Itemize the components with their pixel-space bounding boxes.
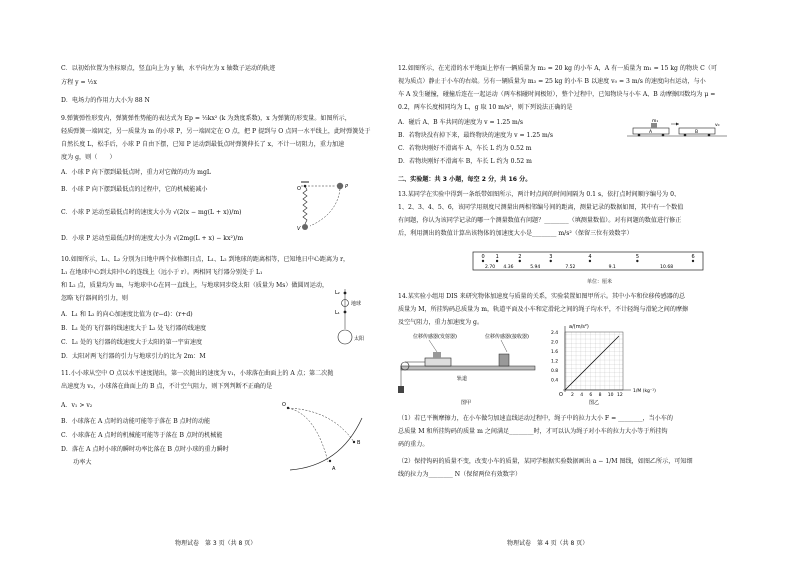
q13-line-3: 有问题，你认为该同学记录的哪一个测量数值有问题？________（填测量数值）。对有问题的数值进行修正: [398, 217, 682, 224]
graph-ytick: 0.4: [551, 378, 559, 384]
sender-label: 位移传感器(发射器): [413, 334, 457, 340]
q12-option-a: A．碰后 A、B 车共同的速度为 v = 1.25 m/s: [398, 119, 524, 126]
q12-line-4: 0.2，两车长度相同均为 L，g 取 10 m/s²，则下列说法正确的是: [398, 104, 573, 111]
page-4-footer: 物理试卷 第 4 页（共 8 页）: [507, 540, 589, 547]
receiver-label: 位移传感器(接收器): [485, 334, 529, 340]
q12-option-b: B．若物块没有掉下来，最终物块的速度为 v = 1.25 m/s: [398, 132, 553, 139]
q9-option-a: A．小球 P 向下摆到最低点时，重力对它做的功为 mgL: [61, 169, 211, 176]
q10-option-b: B．L₁ 处的飞行器的线速度大于 L₂ 处飞行器的线速度: [61, 325, 207, 332]
tape-point-number: 4: [588, 254, 592, 260]
q14-part-1c: 码的重力。: [398, 441, 429, 448]
q9-option-c: C．小球 P 运动至最低点时的速度大小为 √(2(x − mg(L + x))/m): [61, 209, 242, 216]
q9-line-4: 度为 g，则（ ）: [61, 154, 116, 161]
q9-option-d: D．小球 P 运动至最低点时的速度大小为 √(2mg(L + x) − kx²)/m: [61, 235, 244, 242]
graph-ytick: 1.2: [551, 359, 559, 365]
option-d-line: D．电场力的作用力大小为 88 N: [61, 97, 150, 104]
q10-line-3: 和 L₂ 点，质量均为 m，与地球中心在同一直线上，与地球同步绕太阳（质量为 Ms）做圆周运动，: [61, 282, 329, 289]
graph-ytick: 2.0: [551, 340, 559, 346]
graph-ytick: 2.4: [551, 331, 559, 336]
q9-line-1: 9.弹簧弹性形变内，弹簧弹性势能的表达式为 Ep = ½kx² (k 为劲度系数)，x 为弹簧的形变量。如图所示，: [61, 115, 351, 122]
tape-point-number: 5: [635, 254, 640, 260]
q11-label-b: B: [357, 440, 361, 446]
graph-xtick: 2: [571, 393, 574, 398]
tape-point: [519, 260, 521, 262]
tape-point: [692, 260, 694, 262]
tape-point: [550, 260, 552, 262]
section-experiment-title: 二、实验题：共 3 小题，每空 2 分，共 16 分。: [398, 176, 532, 183]
q10-label-sun: 太阳: [354, 336, 365, 342]
q11-label-a: A: [332, 466, 336, 472]
q10-option-a: A．L₁ 和 L₂ 的向心加速度比值为 (r−d)：(r+d): [61, 311, 193, 318]
tape-distance-label: 7.52: [565, 265, 576, 270]
q12-label-m1: m₁: [652, 119, 659, 124]
q12-label-b: B: [695, 130, 699, 135]
tape-point-number: 3: [549, 254, 553, 260]
graph-xtick: 12: [617, 393, 623, 398]
graph-ylabel: a/(m/s²): [569, 324, 589, 330]
option-c-equation: 方程 y = ½x: [61, 79, 97, 86]
q9-line-2: 轻质弹簧一端固定，另一质量为 m 的小球 P，另一端固定在 O 点，把 P 提到与 O 点同一水平线上，此时弹簧处于: [61, 128, 371, 135]
q14-line-1: 14.某实验小组用 DIS 来研究物体加速度与质量的关系，实验装置如图甲所示。其中小车和位移传感器的总: [398, 293, 686, 300]
q14-part-2a: （2）保持钩码的质量不变，改变小车的质量，某同学根据实验数据画出 a − 1/M 图线，如图乙所示，可知细: [398, 458, 693, 465]
tape-distance-label: 5.94: [530, 265, 541, 270]
page-4: [397, 0, 794, 561]
graph-origin: O: [559, 392, 563, 398]
graph-xtick: 6: [589, 393, 593, 398]
q14-graph: [547, 322, 667, 406]
q14-part-2b: 线的拉力为________ N（保留两位有效数字）: [398, 471, 522, 478]
q14-part-1a: （1）若已平衡摩擦力，在小车做匀加速直线运动过程中，绳子中的拉力大小 F = ________，当小车的: [398, 415, 673, 422]
graph-xtick: 4: [580, 393, 584, 398]
q11-projectile-diagram: [280, 400, 370, 472]
q12-label-v0: v₀: [715, 123, 720, 128]
q11-label-o: O: [282, 402, 286, 408]
q9-option-b: B．小球 P 向下摆到最低点的过程中，它的机械能减小: [61, 186, 208, 193]
q10-lagrange-diagram: [330, 285, 375, 345]
q11-option-b: B．小球落在 A 点时的动能可能等于落在 B 点时的动能: [61, 418, 211, 425]
q12-line-2: 视为质点）静止于小车的右端。另有一辆质量为 m₃ = 25 kg 的小车 B 以速度 v₀ = 3 m/s 的速度向右运动，与小: [398, 78, 706, 85]
tape-point-number: 1: [495, 254, 499, 260]
q12-line-3: 车 A 发生碰撞，碰撞后连在一起运动（两车相碰时间极短），整个过程中，已知物块与小车 A、B 动摩擦因数均为 μ =: [398, 91, 716, 98]
tape-point-number: 0: [481, 254, 485, 260]
page-3-footer: 物理试卷 第 3 页（共 8 页）: [175, 540, 257, 547]
tape-point-number: 6: [691, 254, 695, 260]
tape-point: [589, 260, 591, 262]
q10-label-l1: L₁: [335, 310, 340, 316]
q10-option-d: D．太阳对两飞行器的引力与地球引力的比为 2m：M: [61, 353, 206, 360]
q12-option-d: D．若物块刚好不滑离车 B，车长 L 约为 0.52 m: [398, 158, 532, 165]
q10-line-2: L₁ 在地球中心到太阳中心的连线上（远小于 r）。两相同飞行器分别处于 L₁: [61, 269, 263, 276]
fig-yi-label: 图乙: [589, 400, 600, 406]
tape-distance-label: 10.68: [660, 265, 674, 270]
q11-option-a: A．v₁ > v₂: [61, 402, 93, 409]
tape-point: [496, 260, 498, 262]
q12-carts-diagram: [627, 118, 727, 140]
q11-line-2: 出速度为 v₂，小球落在曲面上的 B 点，不计空气阻力，则下列判断不正确的是: [61, 383, 273, 390]
q10-line-1: 10.如图所示，L₁、L₂ 分别为日地中两个拉格朗日点，L₁、L₂ 到地球的距离相等，已知地日中心距离为 r，: [61, 256, 350, 263]
q14-line-2: 质量为 M，所挂钩码总质量为 m，轨道平面及小车和定滑轮之间的绳子均水平，不计轻绳与滑轮之间的摩擦: [398, 306, 689, 313]
q11-option-c: C．小球落在 A 点时的机械能可能等于落在 B 点时的机械能: [61, 432, 223, 439]
tape-distance-label: 4.36: [503, 265, 514, 270]
tape-point: [482, 260, 484, 262]
q10-option-c: C．L₁ 处的飞行器的线速度大于太阳的第一宇宙速度: [61, 339, 203, 346]
tape-unit: 单位：厘米: [587, 279, 613, 285]
q13-line-4: 后，利用测出的数值计算出该物体的加速度大小是________ m/s²（保留三位有效数字）: [398, 230, 633, 237]
tape-point-number: 2: [518, 254, 522, 260]
q12-line-1: 12.如图所示，在光滑的水平地面上停有一辆质量为 m₂ = 20 kg 的小车 A，A 有一质量为 m₁ = 15 kg 的物块 C（可: [398, 65, 717, 72]
q12-option-c: C．若物块刚好不滑离车 A，车长 L 约为 0.52 m: [398, 145, 532, 152]
q14-line-3: 及空气阻力，重力加速度为 g。: [398, 319, 484, 326]
q14-part-1b: 总质量 M 和所挂钩码的质量 m 之间满足________时，才可以认为绳子对小车的拉力大小等于所挂钩: [398, 428, 668, 435]
q10-label-earth: 地球: [351, 301, 362, 307]
q13-line-2: 1、2、3、4、5、6，该同学用刻度尺测量出两相邻编号间的距离，测量记录的数据如图，其中有一个数值: [398, 204, 684, 211]
tape-distance-label: 2.70: [485, 265, 496, 270]
q11-option-d: D．落在 A 点时小球的瞬时功率比落在 B 点时小球的重力瞬时: [61, 446, 229, 453]
tape-distance-label: 9.1: [608, 265, 616, 270]
q13-line-1: 13.某同学在实验中得到一条纸带如图所示，两计时点间的时间间隔为 0.1 s，依打点时间顺序编号为 0、: [398, 191, 681, 198]
graph-ytick: 0.8: [551, 369, 559, 374]
q10-line-4: 忽略飞行器间的引力，则: [61, 295, 129, 302]
q10-label-l2: L₂: [335, 290, 340, 296]
q9-line-3: 自然长度 L，松手后，小球 P 自由下摆，已知 P 运动到最低点时弹簧伸长了 x，不计一切阻力，重力加速: [61, 141, 345, 148]
q9-spring-diagram: [295, 178, 365, 236]
graph-xtick: 8: [598, 393, 602, 398]
q9-label-o: O: [297, 186, 301, 192]
graph-ytick: 1.6: [551, 350, 559, 355]
graph-xtick: 10: [607, 393, 614, 398]
q11-line-1: 11.小小球从空中 O 点以水平速度抛出，第一次抛出的速度为 v₁，小球落在曲面上的 A 点；第二次抛: [61, 370, 334, 377]
graph-xlabel: 1/M (kg⁻¹): [633, 389, 656, 394]
tape-point: [636, 260, 638, 262]
q11-option-d-cont: 功率大: [61, 459, 92, 466]
track-label: 轨道: [457, 376, 468, 382]
q14-apparatus: [397, 328, 542, 408]
fig-jia-label: 图甲: [461, 400, 472, 406]
option-c-line: C．以初始位置为坐标原点，竖直向上为 y 轴，水平向左为 x 轴数子运动的轨迹: [61, 65, 276, 72]
q12-label-a: A: [649, 130, 653, 135]
q9-label-v: V: [297, 226, 301, 232]
q9-label-p: P: [345, 184, 349, 190]
